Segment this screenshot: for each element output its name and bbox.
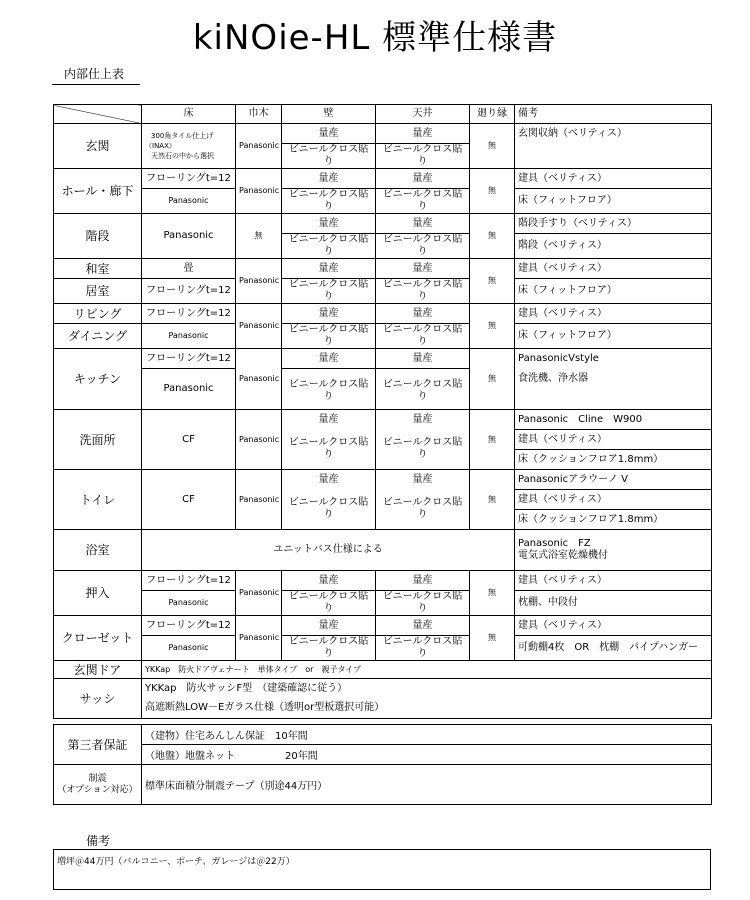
stairs-floor: Panasonic xyxy=(142,214,236,259)
toilet-wall-1: 量産 xyxy=(282,470,376,490)
section-subtitle: 内部仕上表 xyxy=(52,65,140,85)
header-wall: 壁 xyxy=(282,105,376,124)
toilet-baseboard: Panasonic xyxy=(236,470,282,530)
table-row xyxy=(54,279,712,304)
kitchen-note-1: PanasonicVstyle xyxy=(515,349,712,369)
toilet-note-1: Panasonicアラウーノ V xyxy=(515,470,712,490)
washroom-wall-2: ビニールクロス貼り xyxy=(282,430,376,470)
living-baseboard: Panasonic xyxy=(236,304,282,349)
living-wall-1: 量産 xyxy=(282,304,376,324)
hall-floor-2: Panasonic xyxy=(142,189,236,214)
room-washroom: 洗面所 xyxy=(54,410,142,470)
table-row xyxy=(54,189,712,214)
washitsu-wall-1: 量産 xyxy=(282,259,376,279)
notes-box: 増坪＠44万円（バルコニー、ポーチ、ガレージは＠22万） xyxy=(53,849,711,890)
toilet-floor: CF xyxy=(142,470,236,530)
room-closet: クローゼット xyxy=(54,616,142,661)
closet-note-1: 建具（ベリティス） xyxy=(515,616,712,636)
toilet-molding: 無 xyxy=(470,470,515,530)
entrance-floor-line1: 300角タイル仕上げ xyxy=(151,132,214,140)
washitsu-note-2: 床（フィットフロア） xyxy=(515,279,712,304)
table-row xyxy=(54,591,712,616)
hall-note-2: 床（フィットフロア） xyxy=(515,189,712,214)
bath-note-1: Panasonic FZ xyxy=(518,538,591,549)
kitchen-baseboard: Panasonic xyxy=(236,349,282,410)
stairs-wall-2: ビニールクロス貼り xyxy=(282,234,376,259)
room-entrance-door: 玄関ドア xyxy=(54,661,142,679)
stairs-ceiling-2: ビニールクロス貼り xyxy=(376,234,470,259)
closet-wall-1: 量産 xyxy=(282,616,376,636)
kitchen-ceiling-1: 量産 xyxy=(376,349,470,369)
toilet-note-3: 床（クッションフロア1.8mm） xyxy=(515,510,712,530)
sash-spec-1: YKKap 防火サッシF型 （建築確認に従う） xyxy=(142,679,712,699)
washroom-wall-1: 量産 xyxy=(282,410,376,430)
entrance-door-spec: YKKap 防火ドアヴェナート 単体タイプ or 親子タイプ xyxy=(142,661,712,679)
entrance-molding: 無 xyxy=(470,124,515,169)
hall-molding: 無 xyxy=(470,169,515,214)
oshiire-wall-2: ビニールクロス貼り xyxy=(282,591,376,616)
table-row xyxy=(54,636,712,661)
room-washitsu: 和室 xyxy=(54,259,142,279)
hall-baseboard: Panasonic xyxy=(236,169,282,214)
warranty-table xyxy=(53,724,712,805)
room-hall: ホール・廊下 xyxy=(54,169,142,214)
kitchen-wall-1: 量産 xyxy=(282,349,376,369)
page-title: kiNOie-HL 標準仕様書 xyxy=(192,18,558,58)
closet-note-2: 可動棚4枚 OR 枕棚 パイプハンガー xyxy=(515,636,712,661)
washitsu-ceiling-2: ビニールクロス貼り xyxy=(376,279,470,304)
entrance-floor-line2: （INAX） xyxy=(145,142,176,150)
oshiire-baseboard: Panasonic xyxy=(236,571,282,616)
oshiire-floor-2: Panasonic xyxy=(142,591,236,616)
washroom-note-3: 床（クッションフロア1.8mm） xyxy=(515,450,712,470)
warranty-row-2: （地盤）地盤ネット 20年間 xyxy=(142,745,712,765)
room-toilet: トイレ xyxy=(54,470,142,530)
hall-ceiling-2: ビニールクロス貼り xyxy=(376,189,470,214)
room-oshiire: 押入 xyxy=(54,571,142,616)
toilet-note-2: 建具（ベリティス） xyxy=(515,490,712,510)
washitsu-molding: 無 xyxy=(470,259,515,304)
room-stairs: 階段 xyxy=(54,214,142,259)
entrance-wall-1: 量産 xyxy=(282,124,376,144)
oshiire-ceiling-2: ビニールクロス貼り xyxy=(376,591,470,616)
table-header-row xyxy=(54,105,712,124)
hall-ceiling-1: 量産 xyxy=(376,169,470,189)
hall-floor-1: フローリングt=12 xyxy=(142,169,236,189)
kitchen-wall-2: ビニールクロス貼り xyxy=(282,369,376,410)
kitchen-floor-1: フローリングt=12 xyxy=(142,349,236,369)
washroom-floor: CF xyxy=(142,410,236,470)
hall-note-1: 建具（ベリティス） xyxy=(515,169,712,189)
table-row xyxy=(54,530,712,571)
kitchen-note-2: 食洗機、浄水器 xyxy=(515,369,712,410)
room-kyoshitsu: 居室 xyxy=(54,279,142,304)
stairs-note-1: 階段手すり（ベリティス） xyxy=(515,214,712,234)
seismic-label-1: 制震 xyxy=(88,773,107,784)
warranty-label: 第三者保証 xyxy=(54,725,142,765)
kitchen-ceiling-2: ビニールクロス貼り xyxy=(376,369,470,410)
room-living: リビング xyxy=(54,304,142,324)
entrance-ceiling-2: ビニールクロス貼り xyxy=(376,144,470,169)
table-row xyxy=(54,324,712,349)
closet-wall-2: ビニールクロス貼り xyxy=(282,636,376,661)
table-row xyxy=(54,259,712,279)
living-floor-2: Panasonic xyxy=(142,324,236,349)
closet-baseboard: Panasonic xyxy=(236,616,282,661)
header-molding: 廻り縁 xyxy=(470,105,515,124)
stairs-wall-1: 量産 xyxy=(282,214,376,234)
washroom-baseboard: Panasonic xyxy=(236,410,282,470)
table-row xyxy=(54,214,712,234)
room-dining: ダイニング xyxy=(54,324,142,349)
room-entrance: 玄関 xyxy=(54,124,142,169)
entrance-wall-2: ビニールクロス貼り xyxy=(282,144,376,169)
oshiire-floor-1: フローリングt=12 xyxy=(142,571,236,591)
kitchen-floor-2: Panasonic xyxy=(142,369,236,410)
diagonal-cell xyxy=(54,105,142,124)
entrance-note: 玄関収納（ベリティス） xyxy=(515,124,712,169)
room-sash: サッシ xyxy=(54,679,142,719)
table-row xyxy=(54,410,712,430)
entrance-floor xyxy=(142,124,236,169)
table-row xyxy=(54,169,712,189)
room-bath: 浴室 xyxy=(54,530,142,571)
table-row xyxy=(54,470,712,490)
living-molding: 無 xyxy=(470,304,515,349)
table-row xyxy=(54,745,712,765)
washroom-ceiling-2: ビニールクロス貼り xyxy=(376,430,470,470)
table-row xyxy=(54,699,712,719)
washitsu-baseboard: Panasonic xyxy=(236,259,282,304)
seismic-label-2: （オプション対応） xyxy=(57,784,138,795)
header-notes: 備考 xyxy=(515,105,712,124)
stairs-baseboard: 無 xyxy=(236,214,282,259)
stairs-ceiling-1: 量産 xyxy=(376,214,470,234)
oshiire-note-1: 建具（ベリティス） xyxy=(515,571,712,591)
table-row xyxy=(54,304,712,324)
oshiire-note-2: 枕棚、中段付 xyxy=(515,591,712,616)
table-row xyxy=(54,616,712,636)
toilet-ceiling-2: ビニールクロス貼り xyxy=(376,490,470,530)
closet-ceiling-2: ビニールクロス貼り xyxy=(376,636,470,661)
header-floor: 床 xyxy=(142,105,236,124)
toilet-wall-2: ビニールクロス貼り xyxy=(282,490,376,530)
table-row xyxy=(54,124,712,144)
closet-ceiling-1: 量産 xyxy=(376,616,470,636)
entrance-ceiling-1: 量産 xyxy=(376,124,470,144)
closet-floor-1: フローリングt=12 xyxy=(142,616,236,636)
warranty-row-1: （建物）住宅あんしん保証 10年間 xyxy=(142,725,712,745)
closet-floor-2: Panasonic xyxy=(142,636,236,661)
notes-title: 備考 xyxy=(86,834,111,848)
seismic-text: 標準床面積分制震テープ（別途44万円） xyxy=(142,765,712,805)
washitsu-note-1: 建具（ベリティス） xyxy=(515,259,712,279)
oshiire-wall-1: 量産 xyxy=(282,571,376,591)
living-wall-2: ビニールクロス貼り xyxy=(282,324,376,349)
washitsu-ceiling-1: 量産 xyxy=(376,259,470,279)
header-ceiling: 天井 xyxy=(376,105,470,124)
bath-note-2: 電気式浴室乾燥機付 xyxy=(518,550,608,561)
table-row xyxy=(54,369,712,410)
entrance-floor-line3: 天然石の中から選択 xyxy=(151,152,214,160)
washroom-ceiling-1: 量産 xyxy=(376,410,470,430)
washroom-note-2: 建具（ベリティス） xyxy=(515,430,712,450)
oshiire-ceiling-1: 量産 xyxy=(376,571,470,591)
bath-note xyxy=(515,530,712,571)
table-row xyxy=(54,349,712,369)
table-row xyxy=(54,725,712,745)
header-baseboard: 巾木 xyxy=(236,105,282,124)
oshiire-molding: 無 xyxy=(470,571,515,616)
room-kitchen: キッチン xyxy=(54,349,142,410)
seismic-label xyxy=(54,765,142,805)
table-row xyxy=(54,571,712,591)
washroom-note-1: Panasonic Cline W900 xyxy=(515,410,712,430)
table-row xyxy=(54,679,712,699)
table-row xyxy=(54,765,712,805)
stairs-molding: 無 xyxy=(470,214,515,259)
stairs-note-2: 階段（ベリティス） xyxy=(515,234,712,259)
closet-molding: 無 xyxy=(470,616,515,661)
finish-table xyxy=(53,104,712,719)
sash-spec-2: 高遮断熱LOW－Eガラス仕様（透明or型板選択可能） xyxy=(142,699,712,719)
living-note-1: 建具（ベリティス） xyxy=(515,304,712,324)
table-row xyxy=(54,661,712,679)
kitchen-molding: 無 xyxy=(470,349,515,410)
living-ceiling-2: ビニールクロス貼り xyxy=(376,324,470,349)
washitsu-floor: 畳 xyxy=(142,259,236,279)
toilet-ceiling-1: 量産 xyxy=(376,470,470,490)
washroom-molding: 無 xyxy=(470,410,515,470)
washitsu-wall-2: ビニールクロス貼り xyxy=(282,279,376,304)
hall-wall-2: ビニールクロス貼り xyxy=(282,189,376,214)
hall-wall-1: 量産 xyxy=(282,169,376,189)
entrance-baseboard: Panasonic xyxy=(236,124,282,169)
bath-spec: ユニットバス仕様による xyxy=(142,530,515,571)
living-note-2: 床（フィットフロア） xyxy=(515,324,712,349)
living-floor-1: フローリングt=12 xyxy=(142,304,236,324)
kyoshitsu-floor: フローリングt=12 xyxy=(142,279,236,304)
living-ceiling-1: 量産 xyxy=(376,304,470,324)
